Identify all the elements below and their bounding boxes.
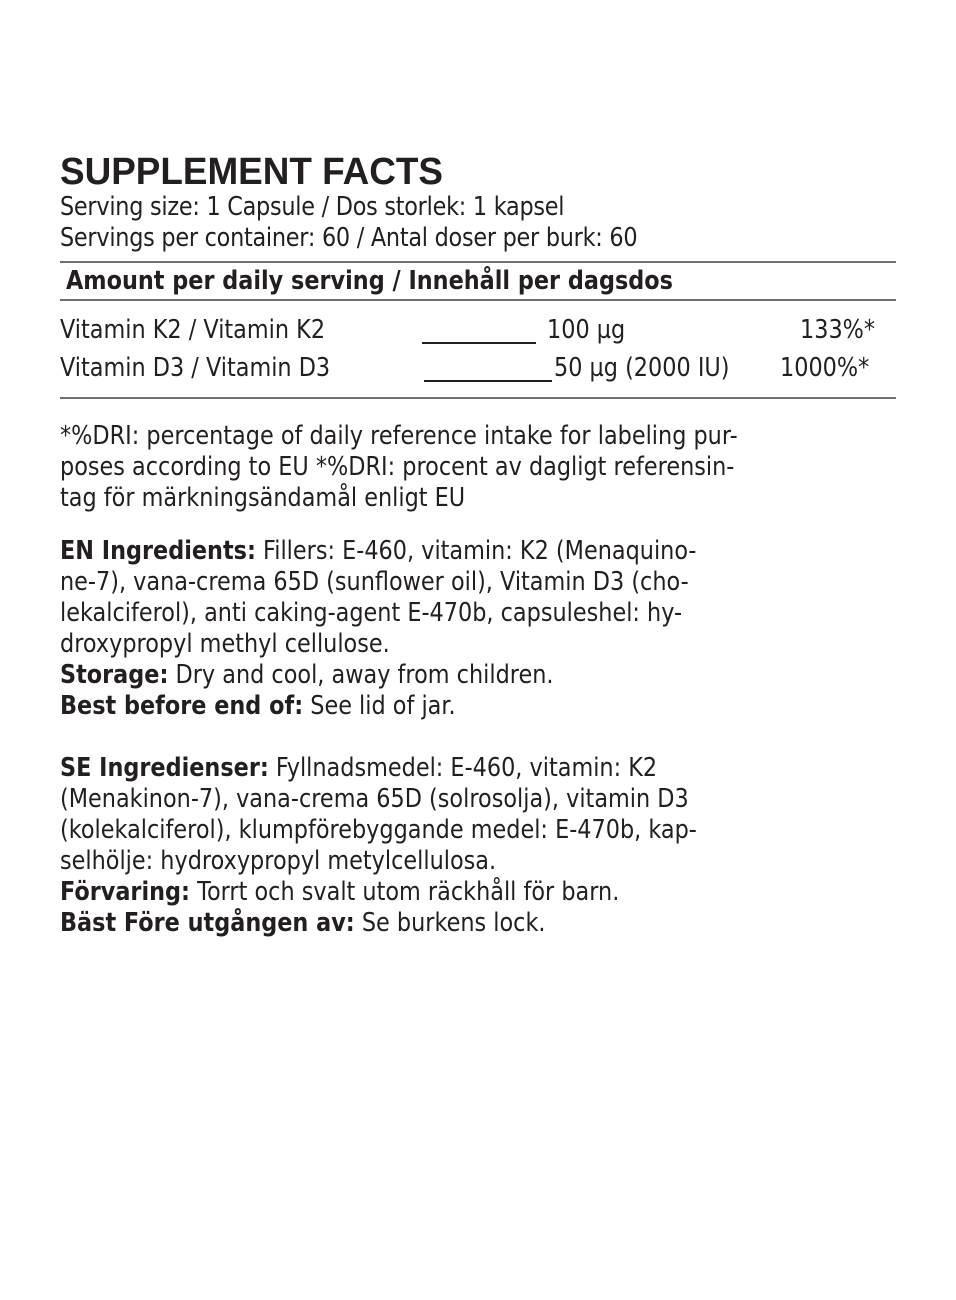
dri-footnote: *%DRI: percentage of daily reference intake for labeling pur- poses according to EU *%DRI: procent av dagligt referensin- tag för märkningsändamål enligt EU [60, 421, 738, 513]
page-title: SUPPLEMENT FACTS [60, 151, 443, 193]
divider [60, 397, 896, 399]
se-best-before: Bäst Före utgången av: Se burkens lock. [60, 908, 546, 938]
serving-size: Serving size: 1 Capsule / Dos storlek: 1 kapsel [60, 192, 565, 222]
table-row: Vitamin D3 / Vitamin D3 50 µg (2000 IU) 1000%* [60, 353, 870, 383]
se-section: SE Ingredienser: Fyllnadsmedel: E-460, vitamin: K2 (Menakinon-7), vana-crema 65D (solrosolja), vitamin D3 (kolekalciferol), klumpförebyggande medel: E-470b, kap- selhölje: hydroxypropyl metylcellulosa. Förvaring: Torrt och svalt utom räckhåll för barn. Bäst Före utgången av: Se burkens lock. [60, 753, 896, 939]
se-storage: Förvaring: Torrt och svalt utom räckhåll för barn. [60, 877, 620, 907]
en-ingredients: EN Ingredients: Fillers: E-460, vitamin: K2 (Menaquino- [60, 536, 697, 566]
leader-line [422, 342, 536, 344]
servings-per-container: Servings per container: 60 / Antal doser per burk: 60 [60, 223, 638, 253]
en-best-before: Best before end of: See lid of jar. [60, 691, 456, 721]
en-section: EN Ingredients: Fillers: E-460, vitamin: K2 (Menaquino- ne-7), vana-crema 65D (sunflower oil), Vitamin D3 (cho- lekalciferol), anti caking-agent E-470b, capsuleshel: hy- droxypropyl methyl cellulose. Storage: Dry and cool, away from children. Best before end of: See lid of jar. [60, 536, 896, 722]
divider [60, 299, 896, 301]
supplement-facts-label [60, 150, 896, 939]
se-ingredients: SE Ingredienser: Fyllnadsmedel: E-460, vitamin: K2 [60, 753, 658, 783]
table-header: Amount per daily serving / Innehåll per dagsdos [66, 266, 673, 296]
table-row: Vitamin K2 / Vitamin K2 100 µg 133%* [60, 315, 876, 345]
en-storage: Storage: Dry and cool, away from children. [60, 660, 554, 690]
leader-line [424, 380, 552, 382]
